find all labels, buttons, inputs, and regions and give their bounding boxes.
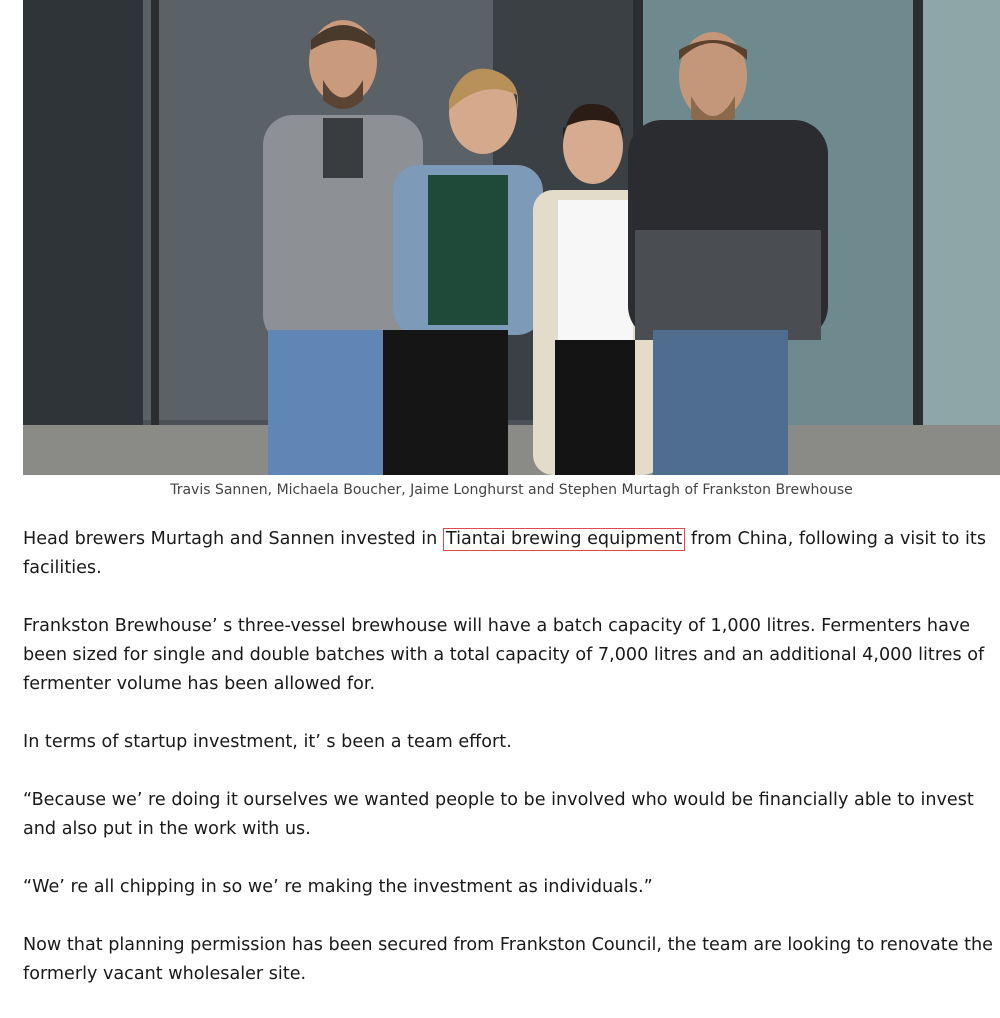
tiantai-brewing-equipment-link[interactable]: Tiantai brewing equipment — [443, 528, 685, 551]
paragraph-capacity: Frankston Brewhouse’ s three-vessel brewhouse will have a batch capacity of 1,000 litres. Fermenters have been sized for single and double batches with a total capacity of 7,000 litres and an additional 4,000 litres of fermenter volume has been allowed for. — [23, 616, 985, 694]
photo-caption: Travis Sannen, Michaela Boucher, Jaime Longhurst and Stephen Murtagh of Frankston Brewhouse — [170, 482, 853, 498]
paragraph-startup: In terms of startup investment, it’ s been a team effort. — [23, 732, 512, 752]
paragraph-quote-involved: “Because we’ re doing it ourselves we wanted people to be involved who would be financially able to invest and also put in the work with us. — [23, 790, 974, 839]
paragraph-planning: Now that planning permission has been secured from Frankston Council, the team are looking to renovate the formerly vacant wholesaler site. — [23, 935, 993, 984]
paragraph-investment-tail: from China, following a visit to its facilities. — [23, 529, 986, 578]
paragraph-quote-chipping-in: “We’ re all chipping in so we’ re making the investment as individuals.” — [23, 877, 653, 897]
paragraph-investment — [23, 525, 998, 583]
team-photo — [23, 0, 1000, 475]
paragraph-investment-lead: Head brewers Murtagh and Sannen invested in — [23, 529, 443, 549]
article-body — [23, 525, 998, 1018]
